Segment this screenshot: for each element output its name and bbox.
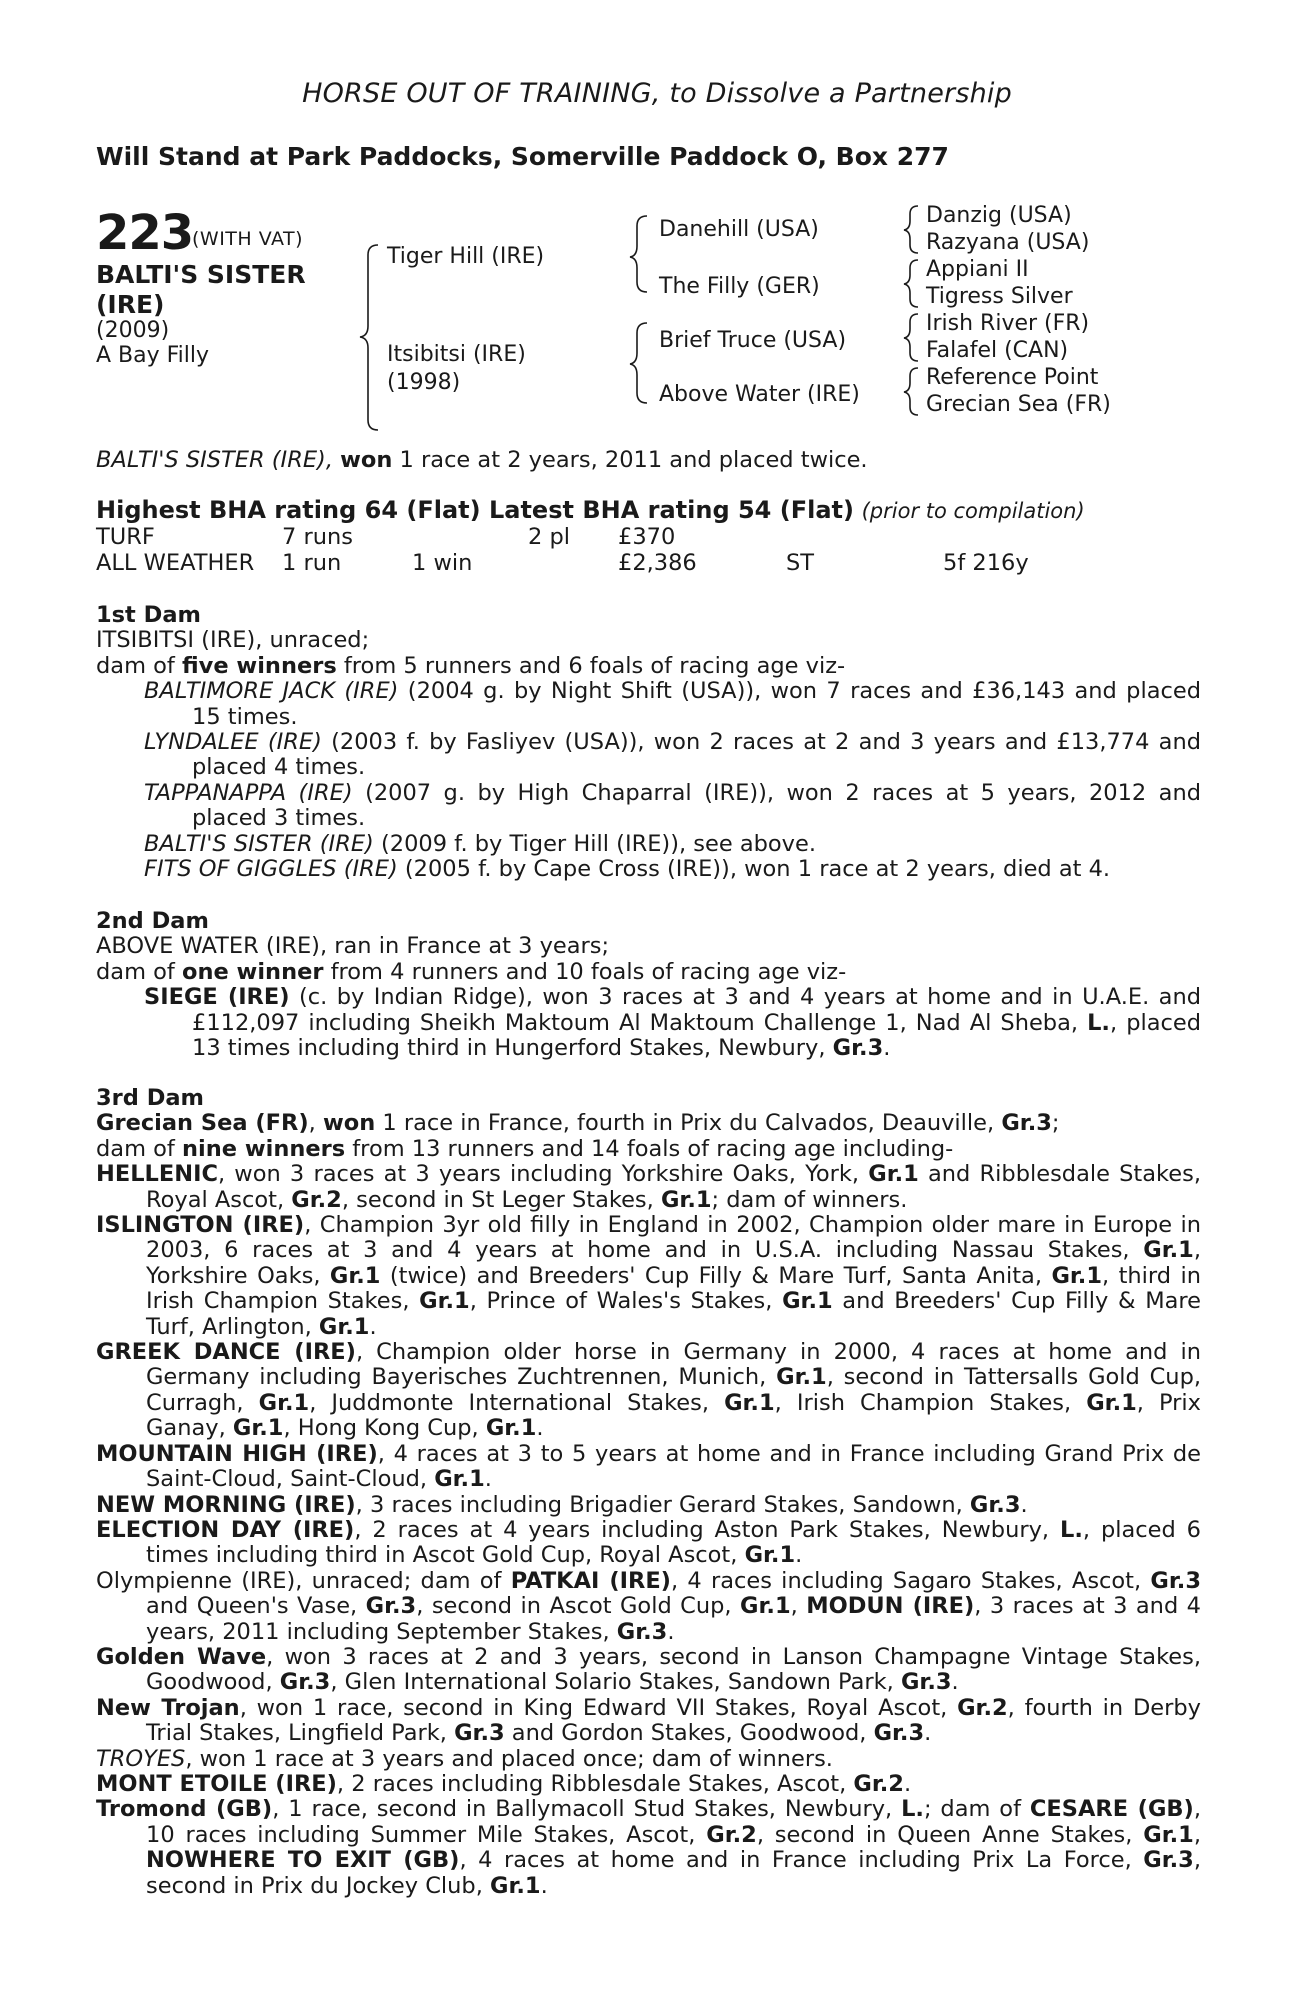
ratings-note: (prior to compilation) <box>861 499 1085 523</box>
produce-entry: New Trojan, won 1 race, second in King Edward VII Stakes, Royal Ascot, Gr.2, fourth in Derby Trial Stakes, Lingfield Park, Gr.3 and Gordon Stakes, Goodwood, Gr.3. <box>96 1694 1201 1747</box>
produce-entry: Tromond (GB), 1 race, second in Ballymacoll Stud Stakes, Newbury, L.; dam of CESARE (GB), 10 races including Summer Mile Stakes, Ascot, Gr.2, second in Queen Anne Stakes, Gr.1, NOWHERE TO EXIT (GB), 4 races at home and in France including Prix La Force, Gr.3, second in Prix du Jockey Club, Gr.1. <box>96 1796 1201 1899</box>
produce-entry: ELECTION DAY (IRE), 2 races at 4 years including Aston Park Stakes, Newbury, L., placed 6 times including third in Ascot Gold Cup, Royal Ascot, Gr.1. <box>96 1516 1201 1569</box>
produce-entry: ISLINGTON (IRE), Champion 3yr old filly in England in 2002, Champion older mare in Europe in 2003, 6 races at 3 and 4 years at home and in U.S.A. including Nassau Stakes, Gr.1, Yorkshire Oaks, Gr.1 (twice) and Breeders' Cup Filly & Mare Turf, Santa Anita, Gr.1, third in Irish Champion Stakes, Gr.1, Prince of Wales's Stakes, Gr.1 and Breeders' Cup Filly & Mare Turf, Arlington, Gr.1. <box>96 1212 1201 1340</box>
sire: Tiger Hill (IRE) <box>387 244 545 269</box>
turf-prize-money: £370 <box>618 524 676 550</box>
ancestor-7: Reference Point <box>926 365 1099 390</box>
third-dam-produce-line: dam of nine winners from 13 runners and 14 foals of racing age including- <box>96 1135 954 1162</box>
summary-won: won <box>340 447 393 473</box>
brace-g2 <box>904 260 918 307</box>
dam-year: (1998) <box>387 370 461 395</box>
aw-distance: 5f 216y <box>943 550 1029 576</box>
ancestor-3: Appiani II <box>926 257 1029 282</box>
produce-entry: BALTI'S SISTER (IRE) (2009 f. by Tiger Hill (IRE)), see above. <box>144 830 816 857</box>
turf-label: TURF <box>96 524 155 550</box>
aw-prize-money: £2,386 <box>618 550 697 576</box>
second-dam-produce-line: dam of one winner from 4 runners and 10 foals of racing age viz- <box>96 958 847 985</box>
produce-entry: MOUNTAIN HIGH (IRE), 4 races at 3 to 5 years at home and in France including Grand Prix de Saint-Cloud, Saint-Cloud, Gr.1. <box>96 1440 1202 1493</box>
first-dam-heading: 1st Dam <box>96 602 201 628</box>
aw-wins: 1 win <box>412 550 473 576</box>
ancestor-1: Danzig (USA) <box>926 203 1072 228</box>
turf-placed: 2 pl <box>528 524 571 550</box>
brace-sire <box>630 216 647 292</box>
vat-label: (WITH VAT) <box>192 228 304 250</box>
summary-name: BALTI'S SISTER (IRE), <box>96 447 333 473</box>
dam: Itsibitsi (IRE) <box>387 342 526 367</box>
horse-description: A Bay Filly <box>96 343 210 368</box>
dam-sire: Brief Truce (USA) <box>659 328 847 353</box>
ratings-main: Highest BHA rating 64 (Flat) Latest BHA rating 54 (Flat) <box>96 496 854 524</box>
ratings-line <box>96 498 1201 524</box>
horse-name: BALTI'S SISTER (IRE) <box>96 260 306 319</box>
produce-entry: TROYES, won 1 race at 3 years and placed once; dam of winners. <box>96 1745 833 1772</box>
brace-dam <box>630 323 647 403</box>
sire-dam: The Filly (GER) <box>659 274 820 299</box>
brace-g4 <box>904 368 918 415</box>
aw-surface: ST <box>786 550 815 576</box>
summary-rest: 1 race at 2 years, 2011 and placed twice. <box>392 447 868 473</box>
produce-entry: MONT ETOILE (IRE), 2 races including Ribblesdale Stakes, Ascot, Gr.2. <box>96 1770 912 1797</box>
sire-sire: Danehill (USA) <box>659 217 819 242</box>
produce-entry: GREEK DANCE (IRE), Champion older horse in Germany in 2000, 4 races at home and in Germany including Bayerisches Zuchtrennen, Munich, Gr.1, second in Tattersalls Gold Cup, Curragh, Gr.1, Juddmonte International Stakes, Gr.1, Irish Champion Stakes, Gr.1, Prix Ganay, Gr.1, Hong Kong Cup, Gr.1. <box>96 1339 1202 1442</box>
brace-g1 <box>904 206 918 253</box>
first-dam-section <box>96 603 1201 882</box>
third-dam-heading: 3rd Dam <box>96 1085 204 1111</box>
dam-dam: Above Water (IRE) <box>659 382 860 407</box>
ancestor-2: Razyana (USA) <box>926 230 1090 255</box>
produce-entry: LYNDALEE (IRE) (2003 f. by Fasliyev (USA)), won 2 races at 2 and 3 years and £13,774 and placed 4 times. <box>144 729 1201 781</box>
race-summary <box>96 448 1201 473</box>
lot-number: 223 <box>96 205 194 261</box>
horse-year: (2009) <box>96 318 170 343</box>
ancestor-5: Irish River (FR) <box>926 311 1090 336</box>
aw-runs: 1 run <box>282 550 342 576</box>
produce-entry: FITS OF GIGGLES (IRE) (2005 f. by Cape Cross (IRE)), won 1 race at 2 years, died at 4. <box>144 856 1111 883</box>
ancestor-4: Tigress Silver <box>926 284 1073 309</box>
first-dam-produce-line: dam of five winners from 5 runners and 6 foals of racing age viz- <box>96 652 846 679</box>
second-dam-heading: 2nd Dam <box>96 908 209 934</box>
ancestor-8: Grecian Sea (FR) <box>926 392 1111 417</box>
produce-entry: NEW MORNING (IRE), 3 races including Brigadier Gerard Stakes, Sandown, Gr.3. <box>96 1491 1028 1518</box>
aw-label: ALL WEATHER <box>96 550 255 576</box>
first-dam-line: ITSIBITSI (IRE), unraced; <box>96 627 370 654</box>
produce-entry: Golden Wave, won 3 races at 2 and 3 years, second in Lanson Champagne Vintage Stakes, Goodwood, Gr.3, Glen International Solario Stakes, Sandown Park, Gr.3. <box>96 1643 1202 1696</box>
brace-main <box>360 245 378 430</box>
page-title: HORSE OUT OF TRAINING, to Dissolve a Partnership <box>302 78 1012 109</box>
brace-g3 <box>904 314 918 361</box>
produce-entry: BALTIMORE JACK (IRE) (2004 g. by Night Shift (USA)), won 7 races and £36,143 and placed 15 times. <box>144 678 1201 730</box>
pedigree-braces <box>0 0 1314 440</box>
third-dam-section <box>96 1086 1201 1899</box>
produce-entry: TAPPANAPPA (IRE) (2007 g. by High Chaparral (IRE)), won 2 races at 5 years, 2012 and placed 3 times. <box>144 779 1201 832</box>
produce-entry: SIEGE (IRE) (c. by Indian Ridge), won 3 races at 3 and 4 years at home and in U.A.E. and £112,097 including Sheikh Maktoum Al Maktoum Challenge 1, Nad Al Sheba, L., placed 13 times including third in Hungerford Stakes, Newbury, Gr.3. <box>144 984 1202 1062</box>
second-dam-line: ABOVE WATER (IRE), ran in France at 3 years; <box>96 933 610 960</box>
third-dam-line: Grecian Sea (FR), won 1 race in France, fourth in Prix du Calvados, Deauville, Gr.3; <box>96 1110 1060 1137</box>
produce-entry: Olympienne (IRE), unraced; dam of PATKAI (IRE), 4 races including Sagaro Stakes, Ascot, Gr.3 and Queen's Vase, Gr.3, second in Ascot Gold Cup, Gr.1, MODUN (IRE), 3 races at 3 and 4 years, 2011 including September Stakes, Gr.3. <box>96 1567 1201 1645</box>
stand-location: Will Stand at Park Paddocks, Somerville Paddock O, Box 277 <box>96 142 949 171</box>
turf-runs: 7 runs <box>282 524 353 550</box>
second-dam-section <box>96 909 1201 1061</box>
produce-entry: HELLENIC, won 3 races at 3 years including Yorkshire Oaks, York, Gr.1 and Ribblesdale Stakes, Royal Ascot, Gr.2, second in St Leger Stakes, Gr.1; dam of winners. <box>96 1161 1201 1213</box>
ancestor-6: Falafel (CAN) <box>926 338 1069 363</box>
